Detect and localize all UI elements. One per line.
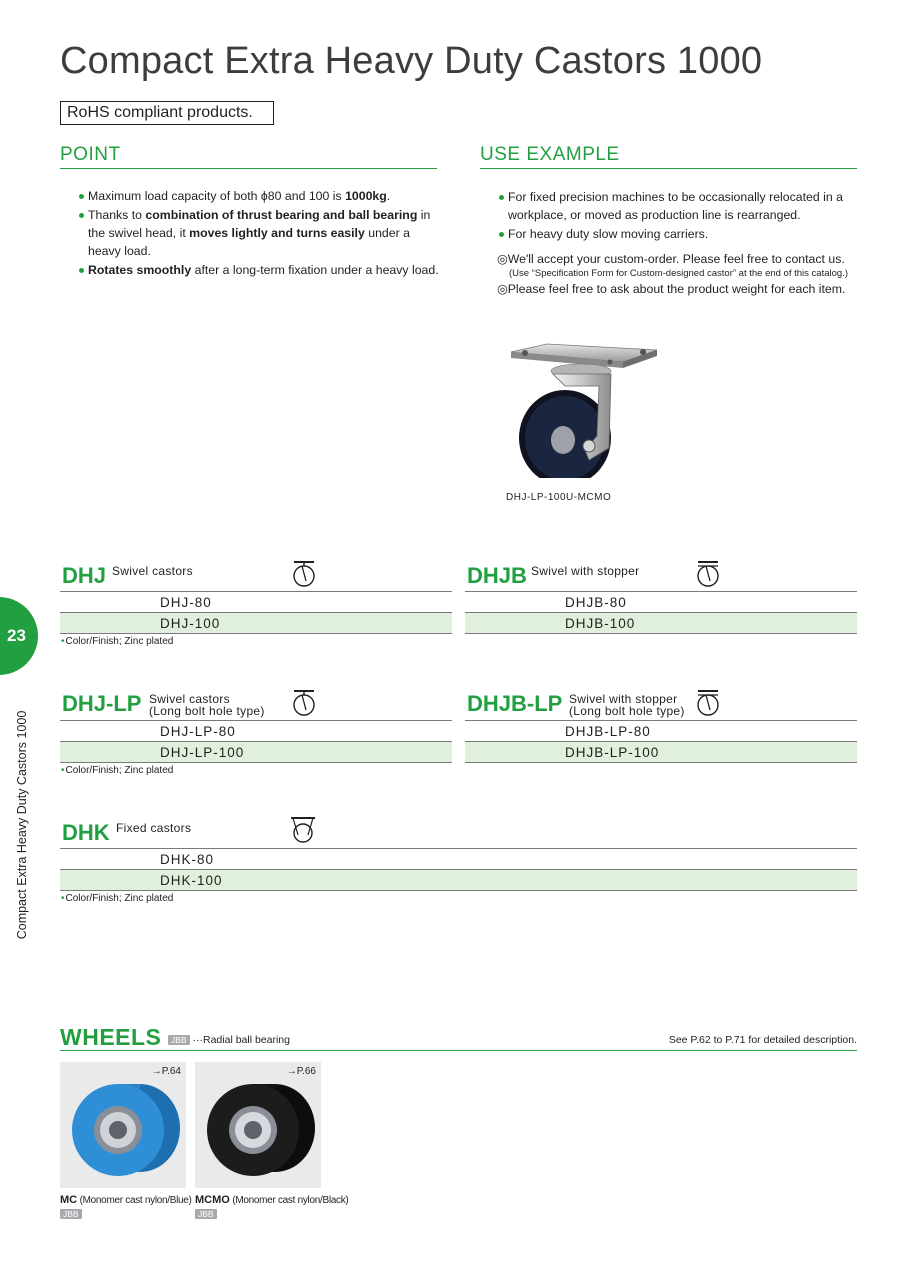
bearing-legend — [168, 1034, 290, 1046]
use-example-list — [498, 188, 858, 244]
group-dhj-lp — [60, 687, 452, 787]
page-number: 23 — [7, 626, 26, 645]
rohs-label: RoHS compliant products. — [60, 101, 274, 125]
point-item-2: Thanks to combination of thrust bearing and ball bearing in the swivel head, it moves lightly and turns easily under a heavy load. — [78, 206, 443, 260]
group-code: DHJ-LP — [62, 691, 142, 716]
use-example-item-1: For fixed precision machines to be occasionally relocated in a workplace, or moved as production line is rearranged. — [498, 188, 858, 224]
group-description-sub: (Long bolt hole type) — [149, 704, 265, 718]
custom-order-note: ◎We'll accept your custom-order. Please feel free to contact us. — [497, 252, 845, 266]
group-code: DHJ — [62, 563, 107, 588]
table-row: DHJB-LP-100 — [465, 741, 857, 762]
wheel-mc-badge: JBB — [60, 1209, 82, 1219]
table-end-rule — [465, 762, 857, 763]
product-photo-caption: DHJ-LP-100U-MCMO — [506, 492, 612, 503]
group-description: Swivel castors — [112, 564, 193, 578]
wheel-mcmo-badge: JBB — [195, 1209, 217, 1219]
finish-note: • Color/Finish; Zinc plated — [61, 636, 173, 647]
table-row: DHJ-100 — [60, 612, 452, 633]
finish-note: • Color/Finish; Zinc plated — [61, 893, 173, 904]
table-row: DHJB-LP-80 — [465, 720, 857, 741]
table-end-rule — [60, 762, 452, 763]
wheel-mc-label: MC (Monomer cast nylon/Blue) — [60, 1194, 192, 1206]
group-code: DHJB — [467, 563, 527, 588]
wheel-mcmo-label: MCMO (Monomer cast nylon/Black) — [195, 1194, 349, 1206]
swivel-castor-icon — [290, 560, 318, 588]
table-row: DHK-100 — [60, 869, 857, 890]
point-item-1: Maximum load capacity of both ϕ80 and 100 is 1000kg. — [78, 187, 443, 205]
group-description: Swivel castors — [149, 692, 230, 706]
swivel-stopper-castor-icon — [694, 689, 722, 717]
use-example-heading: USE EXAMPLE — [480, 144, 857, 169]
group-code: DHJB-LP — [467, 691, 563, 716]
group-dhjb — [465, 558, 857, 638]
weight-note: ◎Please feel free to ask about the product weight for each item. — [497, 282, 846, 296]
jbb-badge: JBB — [168, 1035, 190, 1045]
wheel-page-ref: →P.66 — [286, 1066, 316, 1077]
group-dhk — [60, 815, 857, 915]
side-section-label: Compact Extra Heavy Duty Castors 1000 — [15, 710, 29, 940]
finish-note: • Color/Finish; Zinc plated — [61, 765, 173, 776]
table-row: DHJB-100 — [465, 612, 857, 633]
point-list — [78, 187, 443, 280]
page-title: Compact Extra Heavy Duty Castors 1000 — [60, 40, 763, 82]
bearing-legend-text: ···Radial ball bearing — [192, 1034, 290, 1046]
custom-order-subnote: (Use “Specification Form for Custom-designed castor” at the end of this catalog.) — [509, 268, 848, 279]
group-dhjb-lp — [465, 687, 857, 767]
swivel-stopper-castor-icon — [694, 560, 722, 588]
wheel-mcmo-photo — [195, 1062, 321, 1188]
wheels-header — [60, 1024, 857, 1051]
table-row: DHJ-LP-100 — [60, 741, 452, 762]
group-description: Swivel with stopper — [531, 564, 640, 578]
table-end-rule — [60, 633, 452, 634]
group-code: DHK — [62, 820, 110, 845]
table-row: DHK-80 — [60, 848, 857, 869]
wheels-reference: See P.62 to P.71 for detailed description. — [668, 1034, 857, 1046]
table-end-rule — [465, 633, 857, 634]
group-description-sub: (Long bolt hole type) — [569, 704, 685, 718]
group-dhj — [60, 558, 452, 658]
fixed-castor-icon — [288, 815, 318, 845]
wheel-mc-photo — [60, 1062, 186, 1188]
table-row: DHJB-80 — [465, 591, 857, 612]
swivel-castor-icon — [290, 689, 318, 717]
castor-photo — [505, 338, 665, 478]
table-row: DHJ-80 — [60, 591, 452, 612]
use-example-item-2: For heavy duty slow moving carriers. — [498, 225, 858, 243]
group-description: Swivel with stopper — [569, 692, 678, 706]
point-item-3: Rotates smoothly after a long-term fixation under a heavy load. — [78, 261, 443, 279]
table-end-rule — [60, 890, 857, 891]
group-description: Fixed castors — [116, 821, 192, 835]
wheel-page-ref: →P.64 — [151, 1066, 181, 1077]
wheels-heading: WHEELS — [60, 1024, 162, 1050]
table-row: DHJ-LP-80 — [60, 720, 452, 741]
point-heading: POINT — [60, 144, 437, 169]
